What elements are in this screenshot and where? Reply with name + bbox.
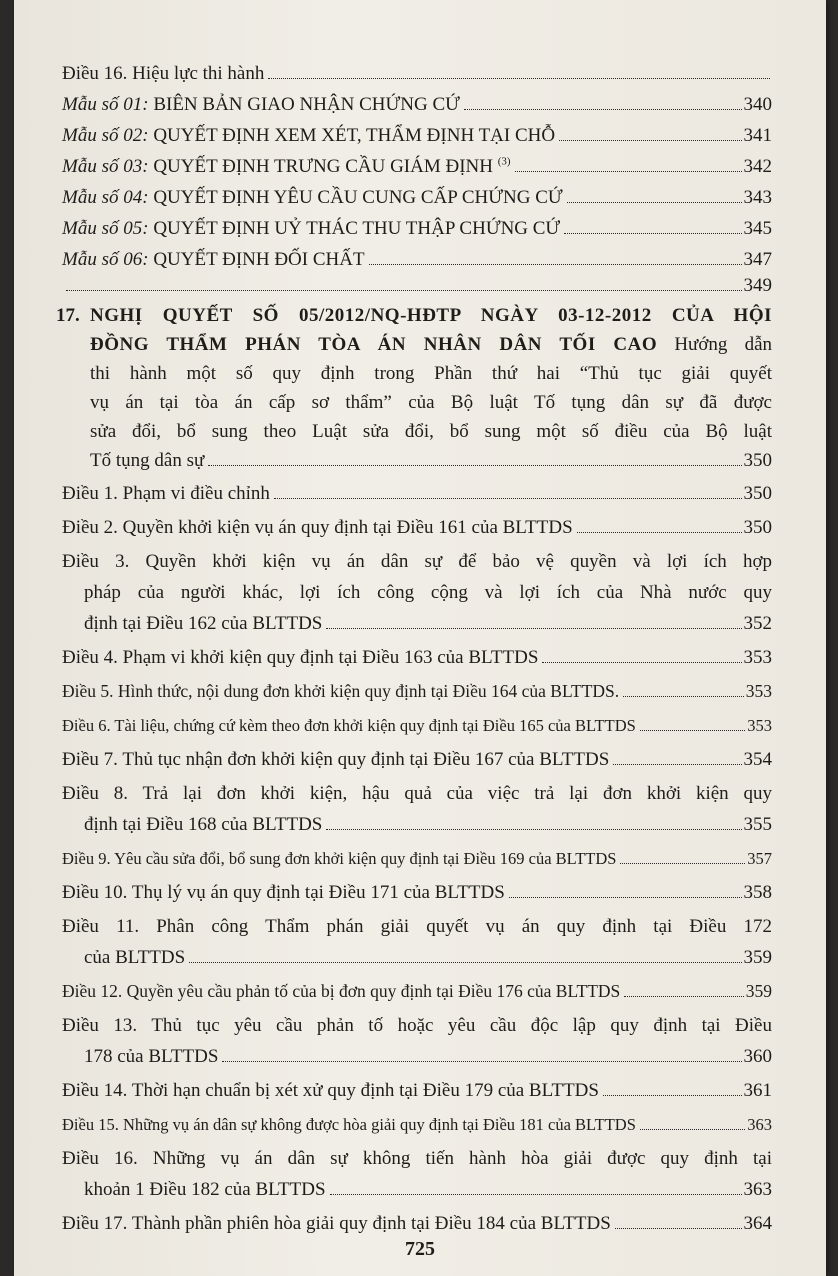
toc-entry-mau-03 [62, 151, 772, 182]
toc-page-number: 353 [747, 716, 772, 735]
toc-entry-article [62, 512, 772, 543]
dot-leader [274, 498, 742, 499]
toc-entry [62, 58, 772, 89]
toc-entry-article [62, 478, 772, 509]
toc-entry-title: QUYẾT ĐỊNH YÊU CẦU CUNG CẤP CHỨNG CỨ [153, 187, 563, 208]
section-description: thi hành một số quy định trong Phần thứ hai “Thủ tục giải quyết [90, 363, 772, 384]
section-description: Hướng dẫn [674, 334, 772, 355]
toc-entry-label: Điều 4. Phạm vi khởi kiện quy định tại Điều 163 của BLTTDS [62, 647, 539, 668]
footnote-marker: (3) [497, 155, 511, 168]
table-of-contents [56, 58, 772, 1239]
toc-page-number: 350 [743, 450, 772, 471]
toc-entry-article [62, 911, 772, 973]
toc-entry-title: BIÊN BẢN GIAO NHẬN CHỨNG CỨ [153, 94, 460, 115]
dot-leader [615, 1228, 742, 1229]
toc-page-number: 353 [745, 681, 772, 701]
toc-entry-label: Điều 15. Những vụ án dân sự không được hòa giải quy định tại Điều 181 của BLTTDS [62, 1115, 636, 1134]
toc-entry-article [62, 676, 772, 707]
toc-entry-article [62, 642, 772, 673]
dot-leader [564, 233, 741, 234]
toc-entry-article [62, 1010, 772, 1072]
toc-page-number: 352 [743, 613, 772, 634]
toc-entry-article [62, 744, 772, 775]
toc-entry-mau-02 [62, 120, 772, 151]
dot-leader [208, 465, 741, 466]
article-list [62, 478, 772, 1239]
toc-entry-label: định tại Điều 162 của BLTTDS [84, 613, 323, 634]
toc-entry-label: pháp của người khác, lợi ích công cộng và lợi ích của Nhà nước quy [84, 582, 772, 603]
toc-page-number: 361 [743, 1080, 772, 1101]
dot-leader [66, 290, 742, 291]
toc-entry-article [62, 1143, 772, 1205]
toc-entry-article [62, 1208, 772, 1239]
toc-page-number: 347 [743, 249, 772, 270]
section-17 [56, 301, 772, 475]
dot-leader [515, 171, 742, 172]
toc-entry-label: Điều 3. Quyền khởi kiện vụ án dân sự để bảo vệ quyền và lợi ích hợp [62, 551, 772, 572]
toc-entry-label: Điều 10. Thụ lý vụ án quy định tại Điều 171 của BLTTDS [62, 882, 505, 903]
dot-leader [603, 1095, 742, 1096]
toc-entry-label: Điều 8. Trả lại đơn khởi kiện, hậu quả của việc trả lại đơn khởi kiện quy [62, 783, 772, 804]
dot-leader [326, 628, 741, 629]
toc-entry-title: QUYẾT ĐỊNH XEM XÉT, THẨM ĐỊNH TẠI CHỖ [153, 125, 556, 146]
toc-page-number: 360 [743, 1046, 772, 1067]
toc-entry-label: Điều 9. Yêu cầu sửa đổi, bổ sung đơn khởi kiện quy định tại Điều 169 của BLTTDS [62, 849, 617, 868]
dot-leader [330, 1194, 742, 1195]
dot-leader [509, 897, 742, 898]
toc-page-number: 350 [743, 483, 772, 504]
section-heading-line: NGHỊ QUYẾT SỐ 05/2012/NQ-HĐTP NGÀY 03-12-2012 CỦA HỘI [90, 305, 772, 326]
toc-entry-mau-01 [62, 89, 772, 120]
dot-leader [623, 696, 744, 697]
toc-entry-article [62, 778, 772, 840]
toc-entry-label: Điều 5. Hình thức, nội dung đơn khởi kiện quy định tại Điều 164 của BLTTDS. [62, 681, 620, 701]
toc-entry-label: Mẫu số 01: [62, 94, 149, 115]
toc-entry-mau-06 [62, 244, 772, 275]
toc-page-number: 355 [743, 814, 772, 835]
toc-page-number: 359 [745, 981, 772, 1001]
section-heading-line: ĐỒNG THẨM PHÁN TÒA ÁN NHÂN DÂN TỐI CAO [90, 334, 658, 355]
toc-entry-label: Điều 16. Những vụ án dân sự không tiến hành hòa giải được quy định tại [62, 1148, 772, 1169]
toc-entry-label: Điều 6. Tài liệu, chứng cứ kèm theo đơn khởi kiện quy định tại Điều 165 của BLTTDS [62, 716, 636, 735]
toc-entry-label: Điều 11. Phân công Thẩm phán giải quyết vụ án quy định tại Điều 172 [62, 916, 772, 937]
toc-entry-label: định tại Điều 168 của BLTTDS [84, 814, 323, 835]
dot-leader [559, 140, 741, 141]
toc-entry-label: Điều 12. Quyền yêu cầu phản tố của bị đơn quy định tại Điều 176 của BLTTDS [62, 981, 621, 1001]
toc-entry-label: khoản 1 Điều 182 của BLTTDS [84, 1179, 326, 1200]
toc-entry-article [62, 877, 772, 908]
dot-leader [189, 962, 741, 963]
toc-page-number: 363 [743, 1179, 772, 1200]
dot-leader [624, 996, 743, 997]
dot-leader [620, 863, 745, 864]
page-number: 725 [405, 1238, 435, 1260]
toc-page-number: 363 [747, 1115, 772, 1134]
section-number: 17. [56, 305, 80, 326]
toc-entry-label: của BLTTDS [84, 947, 186, 968]
book-page [14, 0, 826, 1276]
toc-entry-label: Điều 13. Thủ tục yêu cầu phản tố hoặc yêu cầu độc lập quy định tại Điều [62, 1015, 772, 1036]
toc-entry-title: QUYẾT ĐỊNH TRƯNG CẦU GIÁM ĐỊNH [153, 156, 493, 177]
toc-page-number: 350 [743, 517, 772, 538]
toc-page-number: 341 [743, 125, 772, 146]
toc-entry-label: Điều 17. Thành phần phiên hòa giải quy định tại Điều 184 của BLTTDS [62, 1213, 611, 1234]
toc-page-number: 353 [743, 647, 772, 668]
dot-leader [640, 1129, 745, 1130]
toc-page-number: 343 [743, 187, 772, 208]
toc-entry-article [62, 1109, 772, 1140]
toc-page-number: 359 [743, 947, 772, 968]
toc-page-number: 342 [743, 156, 772, 177]
toc-entry-continuation [62, 275, 772, 297]
dot-leader [542, 662, 741, 663]
toc-entry-article [62, 843, 772, 874]
dot-leader [567, 202, 742, 203]
toc-entry-article [62, 976, 772, 1007]
section-description: Tố tụng dân sự [90, 450, 205, 471]
dot-leader [640, 730, 745, 731]
toc-entry-label: Điều 14. Thời hạn chuẩn bị xét xử quy định tại Điều 179 của BLTTDS [62, 1080, 599, 1101]
toc-entry-article [62, 546, 772, 639]
toc-entry-article [62, 1075, 772, 1106]
toc-page-number: 340 [743, 94, 772, 115]
toc-entry-label: Mẫu số 03: [62, 156, 149, 177]
toc-page-number: 357 [747, 849, 772, 868]
dot-leader [222, 1061, 741, 1062]
toc-page-number: 358 [743, 882, 772, 903]
dot-leader [326, 829, 741, 830]
toc-entry-title: QUYẾT ĐỊNH ĐỐI CHẤT [153, 249, 365, 270]
toc-page-number: 354 [743, 749, 772, 770]
dot-leader [369, 264, 742, 265]
toc-entry-label: 178 của BLTTDS [84, 1046, 219, 1067]
dot-leader [268, 78, 770, 79]
toc-entry-title: QUYẾT ĐỊNH UỶ THÁC THU THẬP CHỨNG CỨ [153, 218, 561, 239]
dot-leader [613, 764, 741, 765]
dot-leader [577, 532, 742, 533]
toc-page-number: 349 [743, 275, 772, 296]
toc-entry-article [62, 710, 772, 741]
toc-entry-label: Mẫu số 05: [62, 218, 149, 239]
toc-page-number: 345 [743, 218, 772, 239]
toc-entry-label: Điều 7. Thủ tục nhận đơn khởi kiện quy định tại Điều 167 của BLTTDS [62, 749, 610, 770]
toc-entry-mau-04 [62, 182, 772, 213]
toc-entry-label: Điều 16. Hiệu lực thi hành [62, 63, 265, 84]
toc-entry-label: Điều 1. Phạm vi điều chỉnh [62, 483, 270, 504]
dot-leader [464, 109, 742, 110]
toc-entry-label: Điều 2. Quyền khởi kiện vụ án quy định tại Điều 161 của BLTTDS [62, 517, 573, 538]
toc-entry-label: Mẫu số 06: [62, 249, 149, 270]
toc-entry-label: Mẫu số 02: [62, 125, 149, 146]
toc-page-number: 364 [743, 1213, 772, 1234]
section-description: vụ án tại tòa án cấp sơ thẩm” của Bộ luật Tố tụng dân sự đã được [90, 392, 772, 413]
toc-entry-mau-05 [62, 213, 772, 244]
toc-entry-label: Mẫu số 04: [62, 187, 149, 208]
section-description: sửa đổi, bổ sung theo Luật sửa đổi, bổ sung một số điều của Bộ luật [90, 421, 772, 442]
